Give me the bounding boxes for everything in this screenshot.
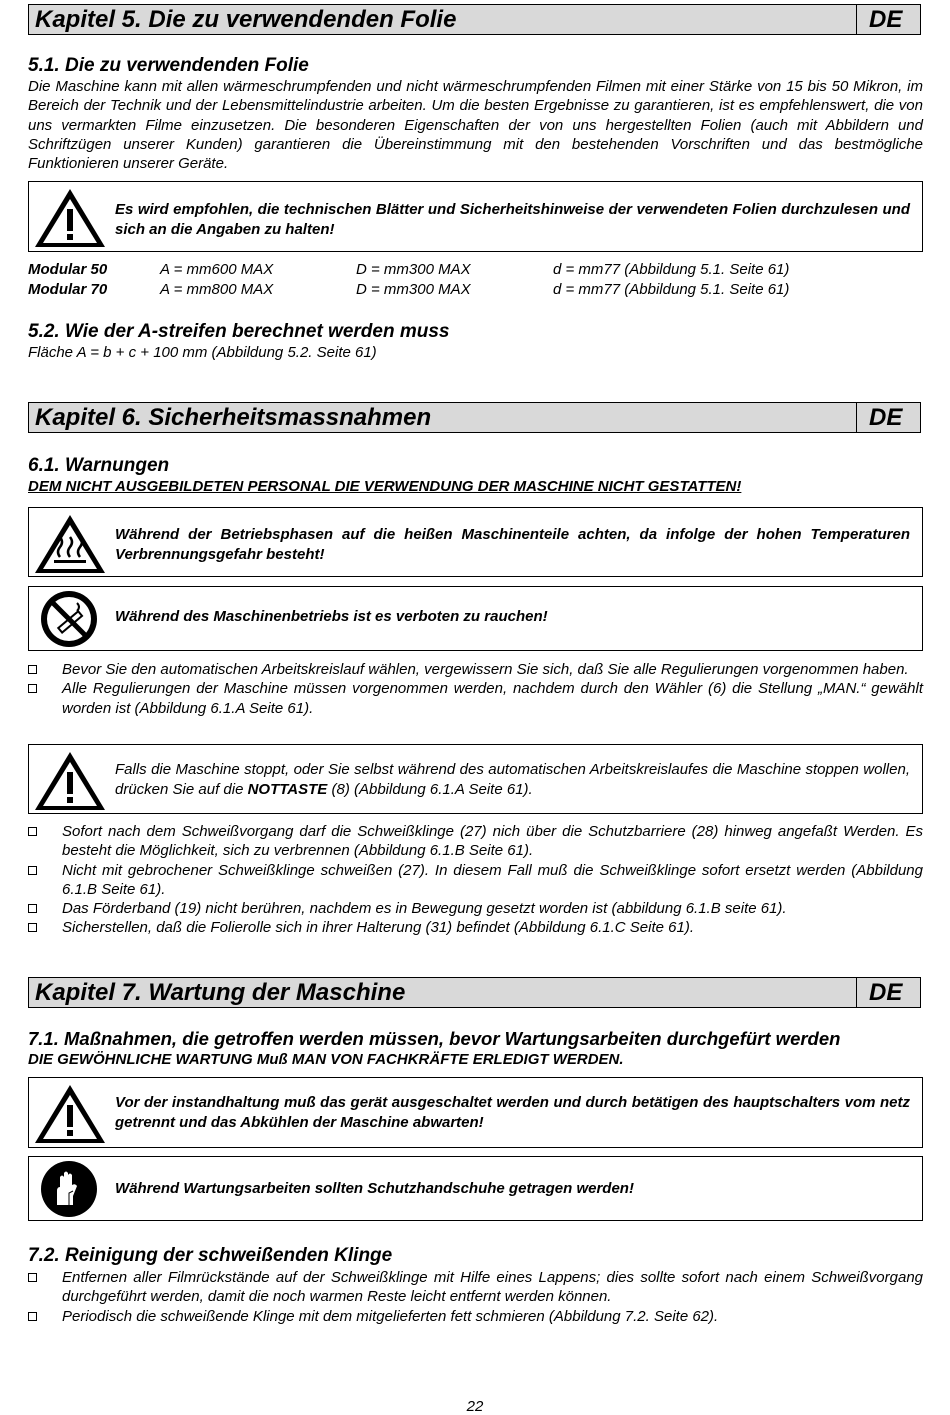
hot-warning-text: Während der Betriebsphasen auf die heißen Maschinenteile achten, da infolge der hohen Temperaturen Verbrennungsgefahr besteht!	[115, 526, 910, 563]
maintenance-warning-text: Vor der instandhaltung muß das gerät ausgeschaltet werden und durch betätigen des hauptschalters vom netz getrennt und das Abkühlen der Maschine abwarten!	[115, 1094, 910, 1131]
chapter-title: Kapitel 7. Wartung der Maschine	[35, 979, 406, 1006]
warning-triangle-icon	[32, 748, 108, 817]
notice-text: DEM NICHT AUSGEBILDETEN PERSONAL DIE VERWENDUNG DER MASCHINE NICHT GESTATTEN!	[28, 478, 742, 495]
section-5-2-body: Fläche A = b + c + 100 mm (Abbildung 5.2. Seite 61)	[28, 344, 377, 361]
gloves-icon	[39, 1159, 115, 1224]
smoke-warning-text: Während des Maschinenbetriebs ist es verboten zu rauchen!	[115, 608, 548, 625]
chapter-7-header	[28, 977, 921, 1008]
section-6-1-heading: 6.1. Warnungen	[28, 455, 170, 476]
language-badge: DE	[856, 5, 920, 34]
list-item: Sicherstellen, daß die Folierolle sich in ihrer Halterung (31) befindet (Abbildung 6.1.C Seite 61).	[28, 918, 923, 937]
emergency-stop-text: Falls die Maschine stoppt, oder Sie selbst während des automatischen Arbeitskreislaufes die Maschine stoppen wollen, drücken Sie auf die NOTTASTE (8) (Abbildung 6.1.A Seite 61).	[115, 761, 910, 798]
language-badge: DE	[856, 978, 920, 1007]
emergency-stop-box	[28, 744, 923, 814]
hot-surface-icon	[32, 511, 108, 580]
bullet-list-7-2	[28, 1268, 923, 1326]
warning-triangle-icon	[32, 185, 108, 254]
gloves-box	[28, 1156, 923, 1221]
gloves-warning-text: Während Wartungsarbeiten sollten Schutzhandschuhe getragen werden!	[115, 1180, 634, 1197]
section-5-1-heading: 5.1. Die zu verwendenden Folie	[28, 55, 309, 76]
warning-triangle-icon	[32, 1081, 108, 1150]
chapter-title: Kapitel 6. Sicherheitsmassnahmen	[35, 404, 432, 431]
page-number: 22	[466, 1398, 484, 1415]
bullet-list-6-1-b	[28, 822, 923, 938]
bullet-list-6-1-a	[28, 660, 923, 718]
section-5-1-body: Die Maschine kann mit allen wärmeschrumpfenden und nicht wärmeschrumpfenden Filmen mit einer Stärke von 15 bis 50 Mikron, im Bereich der Technik und der Lebensmittelindustrie arbeiten. Um die besten Ergebnisse zu garantieren, ist es empfehlenswert, die von uns vermarkten Filme einzusetzen. Die besonderen Eigenschaften der von uns hergestellten Folien (auch mit Abbildern und Schriftzügen unserer Kunden) garantieren die Übereinstimmung mit den bestehenden Vorschriften und das bestmögliche Funktionieren unserer Geräte.	[28, 78, 923, 173]
list-item: Periodisch die schweißende Klinge mit dem mitgelieferten fett schmieren (Abbildung 7.2. Seite 62).	[28, 1307, 923, 1326]
maintenance-warning-box	[28, 1077, 923, 1148]
chapter-6-header	[28, 402, 921, 433]
list-item: Bevor Sie den automatischen Arbeitskreislauf wählen, vergewissern Sie sich, daß Sie alle Regulierungen vorgenommen haben.	[28, 660, 923, 679]
notice-text: DIE GEWÖHNLICHE WARTUNG Muß MAN VON FACHKRÄFTE ERLEDIGT WERDEN.	[28, 1051, 624, 1068]
hot-surface-box	[28, 507, 923, 577]
list-item: Entfernen aller Filmrückstände auf der Schweißklinge mit Hilfe eines Lappens; dies sollte sofort nach einem Schweißvorgang durchgeführt werden, damit die noch warmen Reste leicht entfernt werden können.	[28, 1268, 923, 1307]
chapter-title: Kapitel 5. Die zu verwendenden Folie	[35, 6, 457, 33]
no-smoking-icon	[39, 589, 115, 654]
list-item: Sofort nach dem Schweißvorgang darf die Schweißklinge (27) nich über die Schutzbarriere (28) hinweg angefaßt Werden. Es besteht die Möglichkeit, sich zu verbrennen (Abbildung 6.1.B Seite 61).	[28, 822, 923, 861]
section-7-2-heading: 7.2. Reinigung der schweißenden Klinge	[28, 1245, 393, 1266]
no-smoking-box	[28, 586, 923, 651]
warning-box-folien	[28, 181, 923, 252]
language-badge: DE	[856, 403, 920, 432]
section-5-2-heading: 5.2. Wie der A-streifen berechnet werden muss	[28, 321, 450, 342]
warning-text: Es wird empfohlen, die technischen Blätter und Sicherheitshinweise der verwendeten Folien durchzulesen und sich an die Angaben zu halten!	[115, 201, 910, 238]
list-item: Das Förderband (19) nicht berühren, nachdem es in Bewegung gesetzt worden ist (abbildung 6.1.B seite 61).	[28, 899, 923, 918]
chapter-5-header	[28, 4, 921, 35]
list-item: Nicht mit gebrochener Schweißklinge schweißen (27). In diesem Fall muß die Schweißklinge sofort ersetzt werden (Abbildung 6.1.B Seite 61).	[28, 861, 923, 900]
section-7-1-heading: 7.1. Maßnahmen, die getroffen werden müssen, bevor Wartungsarbeiten durchgefürt werden	[28, 1028, 841, 1049]
list-item: Alle Regulierungen der Maschine müssen vorgenommen werden, nachdem durch den Wähler (6) die Stellung „MAN.“ gewählt worden ist (Abbildung 6.1.A Seite 61).	[28, 679, 923, 718]
